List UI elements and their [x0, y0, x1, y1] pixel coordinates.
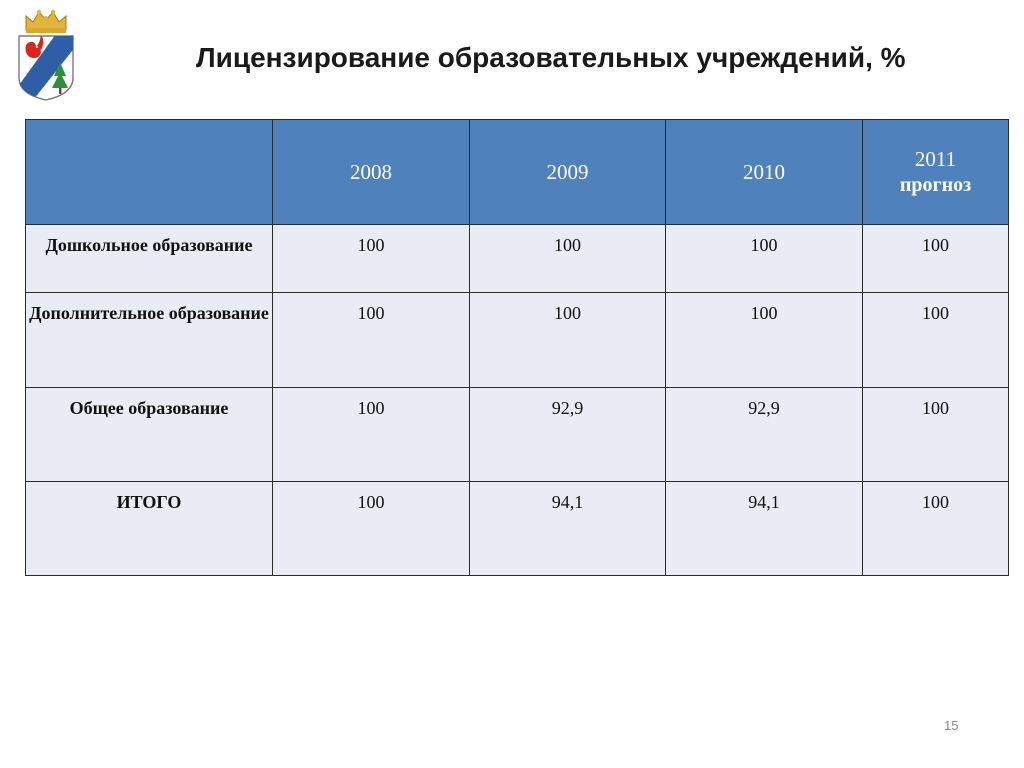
- table-cell: 100: [666, 225, 863, 293]
- table-cell: 94,1: [666, 482, 863, 576]
- row-label: Дополнительное образование: [26, 293, 273, 388]
- table-cell: 100: [863, 482, 1009, 576]
- licensing-table: [25, 119, 1009, 576]
- table-cell: 100: [666, 293, 863, 388]
- header-year-label: 2008: [350, 159, 392, 184]
- page-number: 15: [944, 718, 959, 733]
- row-label: ИТОГО: [26, 482, 273, 576]
- header-year-2009: [470, 120, 666, 225]
- page-title: Лицензирование образовательных учреждений, %: [196, 42, 906, 73]
- table-cell: 100: [863, 225, 1009, 293]
- header-corner-cell: [26, 120, 273, 225]
- table-row: [26, 388, 1009, 482]
- table-cell: 100: [273, 388, 470, 482]
- header-year-2008: [273, 120, 470, 225]
- header-year-label: 2009: [546, 159, 589, 184]
- table-header-row: [26, 120, 1009, 225]
- coat-of-arms-icon: [16, 6, 76, 102]
- row-label: Общее образование: [26, 388, 273, 482]
- table-cell: 100: [470, 225, 666, 293]
- table-cell: 100: [470, 293, 666, 388]
- header-year-2010: [666, 120, 863, 225]
- table-cell: 100: [863, 293, 1009, 388]
- table-cell: 92,9: [666, 388, 863, 482]
- table-row: [26, 225, 1009, 293]
- table-row: [26, 482, 1009, 576]
- table-cell: 94,1: [470, 482, 666, 576]
- table-cell: 92,9: [470, 388, 666, 482]
- header-forecast-note: прогноз: [899, 174, 972, 196]
- header-year-label: 2011: [914, 147, 957, 171]
- header-year-label: 2010: [743, 159, 785, 184]
- table-cell: 100: [273, 482, 470, 576]
- table-cell: 100: [273, 225, 470, 293]
- row-label: Дошкольное образование: [26, 225, 273, 293]
- header-year-2011: [863, 120, 1009, 225]
- table-cell: 100: [273, 293, 470, 388]
- table-cell: 100: [863, 388, 1009, 482]
- table-row: [26, 293, 1009, 388]
